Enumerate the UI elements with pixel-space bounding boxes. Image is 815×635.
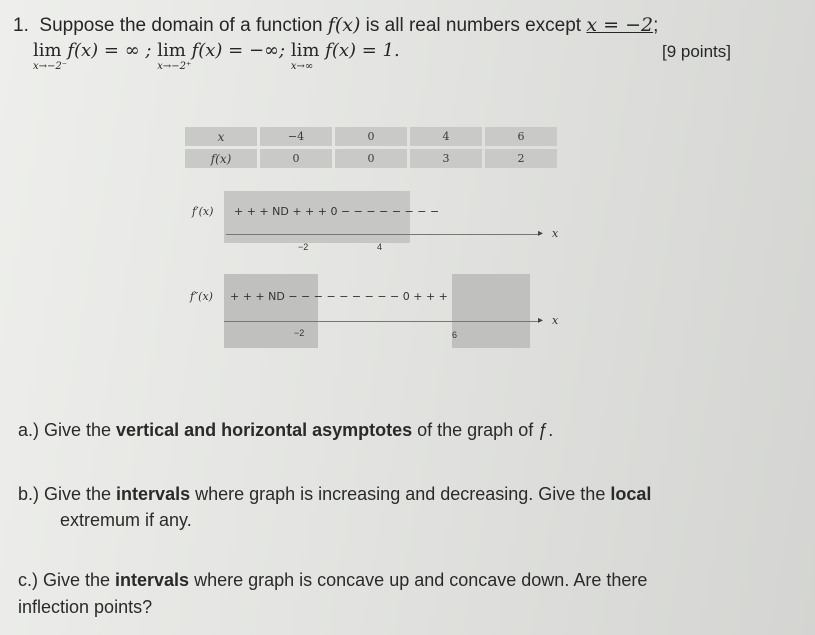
- tick-label: 6: [452, 330, 458, 340]
- first-derivative-sign-chart: [190, 187, 560, 262]
- sign-pattern: + + + ND + + + 0 − − − − − − − −: [234, 205, 440, 218]
- tick-label: −2: [294, 328, 305, 338]
- tick-label: 4: [377, 242, 383, 252]
- table-cell: 6: [485, 127, 557, 146]
- problem-statement: [13, 14, 658, 37]
- axis-variable: x: [552, 314, 559, 327]
- table-cell: 2: [485, 149, 557, 168]
- limit-infinity-expr: f(x) = 1.: [325, 40, 400, 61]
- problem-text-a: Suppose the domain of a function: [39, 15, 328, 36]
- table-cell: 3: [410, 149, 482, 168]
- table-header-fx: f(x): [185, 149, 257, 168]
- axis-variable: x: [552, 227, 559, 240]
- table-row: [185, 127, 557, 146]
- limit-left: lim x→−2⁻: [33, 40, 68, 72]
- table-cell: 4: [410, 127, 482, 146]
- tick-label: −2: [298, 242, 309, 252]
- part-a: a.) Give the vertical and horizontal asymptotes of the graph of ƒ.: [18, 420, 554, 440]
- table-cell: 0: [335, 149, 407, 168]
- part-c-line2: inflection points?: [18, 597, 153, 617]
- sign-chart-band: [452, 274, 530, 348]
- limit-right-expr: f(x) = −∞;: [191, 40, 286, 61]
- value-table: [182, 124, 560, 171]
- problem-number: 1.: [13, 15, 29, 36]
- table-header-x: x: [185, 127, 257, 146]
- second-derivative-sign-chart: [190, 272, 560, 350]
- limit-infinity: lim x→∞: [290, 40, 320, 72]
- table-row: [185, 149, 557, 168]
- sign-pattern: + + + ND − − − − − − − − − 0 + + +: [230, 290, 448, 303]
- problem-end: ;: [653, 15, 659, 36]
- derivative-label: f′(x): [192, 205, 214, 218]
- table-cell: 0: [260, 149, 332, 168]
- problem-text-b: is all real numbers except: [360, 15, 587, 36]
- limits-line: [33, 40, 400, 73]
- limit-right: lim x→−2⁺: [157, 40, 192, 72]
- number-line: [224, 321, 540, 322]
- limit-left-expr: f(x) = ∞ ;: [67, 40, 152, 61]
- part-b: b.) Give the intervals where graph is increasing and decreasing. Give the local: [18, 484, 652, 504]
- axis-arrow-icon: ▸: [538, 228, 544, 239]
- table-cell: −4: [260, 127, 332, 146]
- table-cell: 0: [335, 127, 407, 146]
- function-name: f(x): [327, 14, 361, 36]
- derivative-label: f″(x): [190, 290, 213, 303]
- part-b-line2: extremum if any.: [60, 510, 192, 530]
- axis-arrow-icon: ▸: [538, 315, 544, 326]
- points-label: [9 points]: [662, 42, 731, 61]
- part-c: c.) Give the intervals where graph is concave up and concave down. Are there: [18, 570, 648, 590]
- excluded-point: x = −2: [586, 14, 654, 36]
- number-line: [226, 234, 540, 235]
